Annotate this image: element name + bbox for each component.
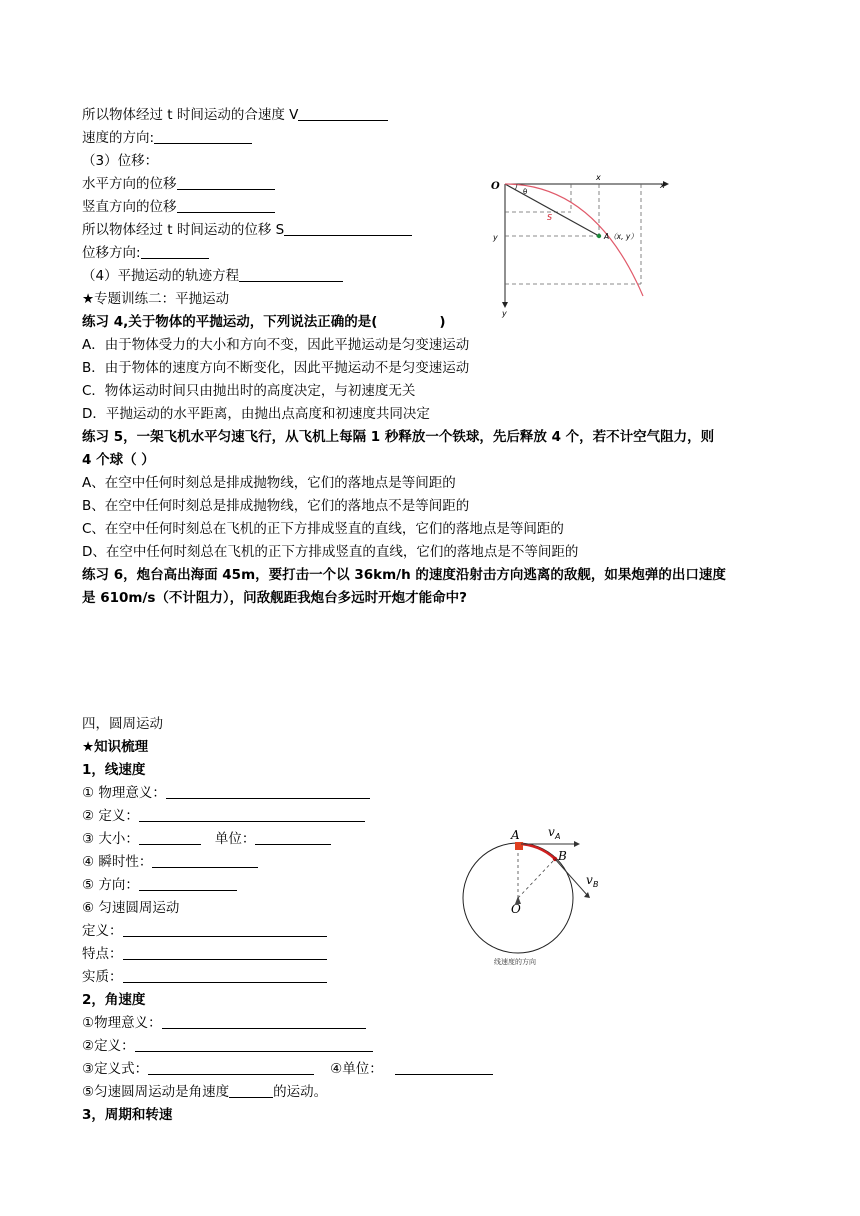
x-tick-label: x xyxy=(596,173,601,182)
text-line xyxy=(82,244,209,263)
item-label: ④ 瞬时性： xyxy=(82,854,153,870)
va-subscript: A xyxy=(555,832,561,841)
line-text: 位移方向: xyxy=(82,245,141,261)
answer-blank[interactable] xyxy=(123,945,327,960)
line-text: （3）位移： xyxy=(82,153,159,169)
answer-blank[interactable] xyxy=(239,267,343,282)
point-b-label: B xyxy=(558,849,567,863)
answer-blank[interactable] xyxy=(166,784,370,799)
answer-blank[interactable] xyxy=(139,830,201,845)
answer-blank[interactable] xyxy=(284,221,412,236)
subheading-angular-velocity: 2，角速度 xyxy=(82,992,146,1008)
item-line xyxy=(82,853,258,872)
item-label: ⑥ 匀速圆周运动 xyxy=(82,900,180,916)
item-line xyxy=(82,784,370,803)
text-line xyxy=(82,152,158,171)
text-line xyxy=(82,106,388,125)
unit-label: 单位： xyxy=(214,831,256,847)
line-text: 所以物体经过 t 时间运动的位移 S xyxy=(82,222,285,238)
item-label: ②定义： xyxy=(82,1038,135,1054)
unit-label: ④单位： xyxy=(330,1061,383,1077)
question-6-line2: 是 610m/s（不计阻力），问敌舰距我炮台多远时开炮才能命中? xyxy=(82,590,467,606)
item-label: ⑤ 方向： xyxy=(82,877,139,893)
point-a-label: A（x, y） xyxy=(604,232,638,241)
answer-blank[interactable] xyxy=(135,1037,373,1052)
item-label: 实质： xyxy=(82,969,123,985)
center-o-label: O xyxy=(511,902,521,916)
projectile-diagram xyxy=(485,170,675,318)
answer-blank[interactable] xyxy=(139,807,365,822)
item-line xyxy=(82,1014,366,1033)
item-label: ③ 大小： xyxy=(82,831,139,847)
question-4-stem xyxy=(82,313,446,332)
line-text: 所以物体经过 t 时间运动的合速度 V xyxy=(82,107,299,123)
item-line xyxy=(82,922,327,941)
item-label: ① 物理意义： xyxy=(82,785,166,801)
line-text: 速度的方向: xyxy=(82,130,155,146)
line-text: 竖直方向的位移 xyxy=(82,199,177,215)
answer-blank[interactable] xyxy=(162,1014,366,1029)
option-c: C．物体运动时间只由抛出时的高度决定，与初速度无关 xyxy=(82,383,416,399)
option-d: D、在空中任何时刻总在飞机的正下方排成竖直的直线，它们的落地点是不等间距的 xyxy=(82,544,579,560)
section-title: 四，圆周运动 xyxy=(82,716,163,732)
item-label: 的运动。 xyxy=(273,1084,328,1100)
item-label: ①物理意义： xyxy=(82,1015,162,1031)
x-axis-label: x xyxy=(660,181,665,190)
option-a: A．由于物体受力的大小和方向不变，因此平抛运动是匀变速运动 xyxy=(82,337,470,353)
option-b: B．由于物体的速度方向不断变化，因此平抛运动不是匀变速运动 xyxy=(82,360,470,376)
y-tick-label: y xyxy=(493,233,498,242)
answer-blank[interactable] xyxy=(298,106,388,121)
y-axis-label: y xyxy=(502,309,507,318)
training-title: ★专题训练二：平抛运动 xyxy=(82,291,230,307)
item-line xyxy=(82,945,327,964)
question-5-stem-cont: 4 个球（ ） xyxy=(82,452,155,468)
option-d: D．平抛运动的水平距离，由抛出点高度和初速度共同决定 xyxy=(82,406,430,422)
answer-blank[interactable] xyxy=(395,1060,493,1075)
answer-blank[interactable] xyxy=(123,922,327,937)
answer-blank[interactable] xyxy=(255,830,331,845)
answer-blank[interactable] xyxy=(141,244,209,259)
option-a: A、在空中任何时刻总是排成抛物线，它们的落地点是等间距的 xyxy=(82,475,456,491)
subheading-linear-velocity: 1，线速度 xyxy=(82,762,146,778)
item-label: ③定义式： xyxy=(82,1061,149,1077)
text-line xyxy=(82,267,343,286)
item-line xyxy=(82,1060,493,1079)
item-label: 特点： xyxy=(82,946,123,962)
item-line xyxy=(82,830,331,849)
text-line xyxy=(82,221,412,240)
line-text: （4）平抛运动的轨迹方程 xyxy=(82,268,240,284)
option-b: B、在空中任何时刻总是排成抛物线，它们的落地点不是等间距的 xyxy=(82,498,470,514)
item-line xyxy=(82,1083,327,1102)
question-6-line1: 练习 6，炮台高出海面 45m，要打击一个以 36km/h 的速度沿射击方向逃离的敌舰，如果炮弹的出口速度 xyxy=(82,567,726,583)
option-c: C、在空中任何时刻总在飞机的正下方排成竖直的直线，它们的落地点是等间距的 xyxy=(82,521,564,537)
answer-blank[interactable] xyxy=(152,853,258,868)
displacement-label: S xyxy=(547,213,553,222)
va-label: v xyxy=(548,825,555,839)
figure-caption: 线速度的方向 xyxy=(494,958,536,966)
answer-blank[interactable] xyxy=(177,175,275,190)
answer-blank[interactable] xyxy=(139,876,237,891)
knowledge-heading: ★知识梳理 xyxy=(82,739,149,755)
answer-blank[interactable] xyxy=(177,198,275,213)
item-line xyxy=(82,899,179,918)
item-label: 定义： xyxy=(82,923,123,939)
item-label: ② 定义： xyxy=(82,808,139,824)
answer-blank[interactable] xyxy=(154,129,252,144)
item-line xyxy=(82,1037,373,1056)
question-stem: 练习 4,关于物体的平抛运动，下列说法正确的是( xyxy=(82,314,378,330)
answer-blank[interactable] xyxy=(229,1083,273,1098)
origin-label: O xyxy=(491,181,500,192)
subheading-period: 3，周期和转速 xyxy=(82,1107,173,1123)
item-line xyxy=(82,968,327,987)
vb-subscript: B xyxy=(593,880,599,889)
text-line xyxy=(82,129,252,148)
text-line xyxy=(82,175,275,194)
answer-blank[interactable] xyxy=(148,1060,314,1075)
question-5-stem: 练习 5，一架飞机水平匀速飞行，从飞机上每隔 1 秒释放一个铁球，先后释放 4 个，若不计空气阻力，则 xyxy=(82,429,715,445)
line-text: 水平方向的位移 xyxy=(82,176,177,192)
item-line xyxy=(82,876,237,895)
item-label: ⑤匀速圆周运动是角速度 xyxy=(82,1084,230,1100)
item-line xyxy=(82,807,365,826)
circular-motion-diagram xyxy=(456,818,616,970)
vb-label: v xyxy=(586,873,593,887)
point-a-label: A xyxy=(511,828,520,842)
text-line xyxy=(82,198,275,217)
answer-blank[interactable] xyxy=(123,968,327,983)
theta-label: θ xyxy=(523,188,528,196)
bracket-close: ) xyxy=(439,314,446,330)
